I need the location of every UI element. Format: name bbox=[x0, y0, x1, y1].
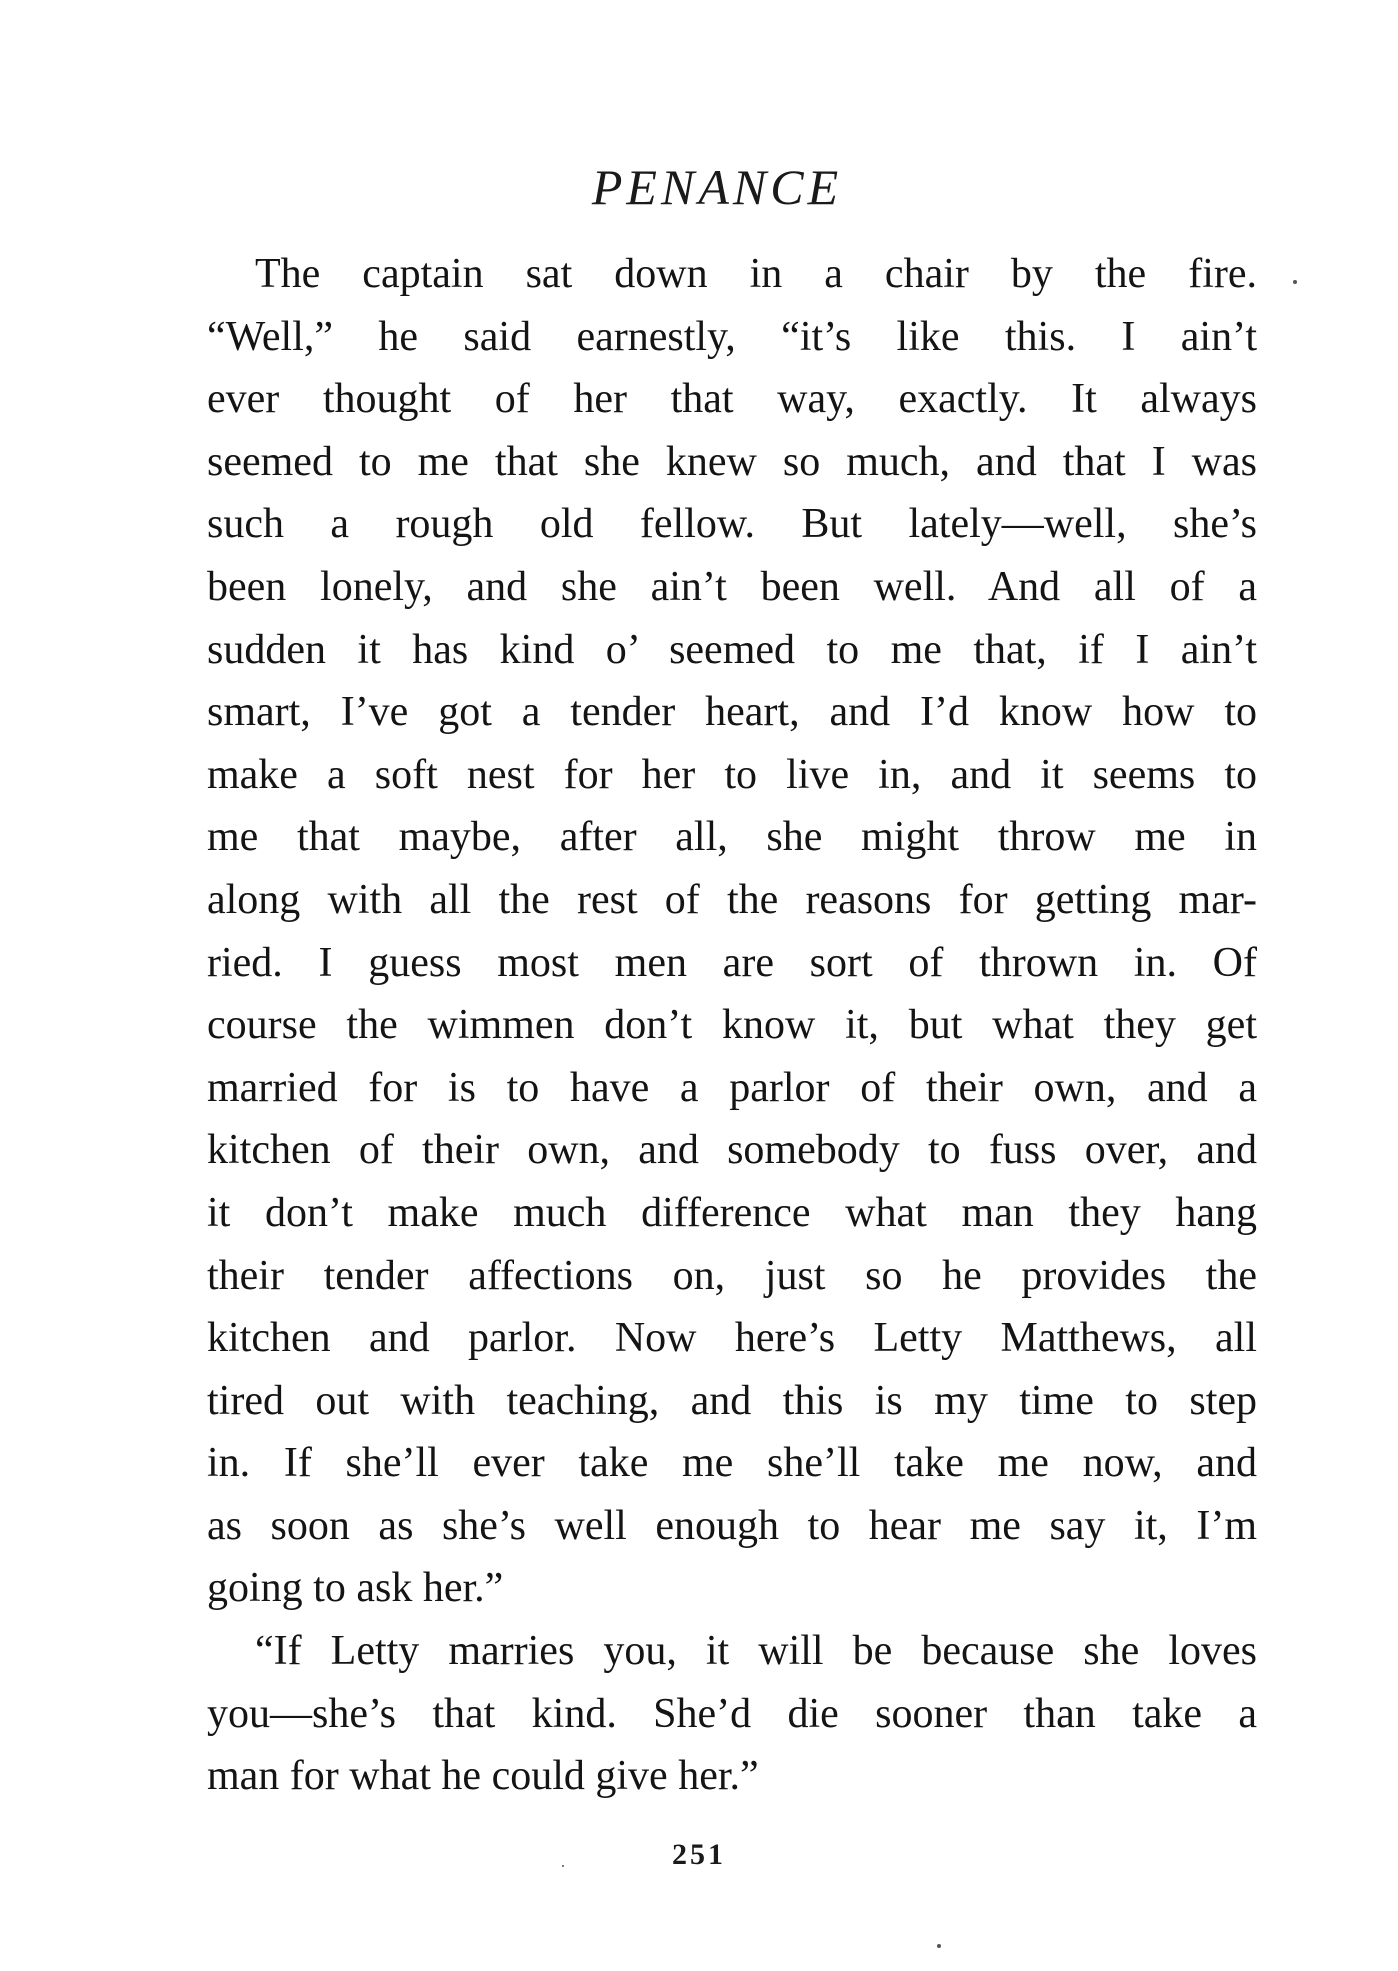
page-number: 251 bbox=[672, 1838, 726, 1871]
text-line: “If Letty marries you, it will be because she loves bbox=[255, 1628, 1257, 1675]
text-line: sudden it has kind o’ seemed to me that, if I ain’t bbox=[207, 626, 1257, 673]
text-line: their tender affections on, just so he provides the bbox=[207, 1252, 1257, 1299]
text-line: “Well,” he said earnestly, “it’s like this. I ain’t bbox=[207, 313, 1257, 360]
text-line: ever thought of her that way, exactly. It always bbox=[207, 376, 1257, 423]
text-line: such a rough old fellow. But lately—well, she’s bbox=[207, 501, 1257, 548]
text-line: The captain sat down in a chair by the fire. bbox=[255, 251, 1257, 297]
scan-speck bbox=[562, 1865, 564, 1867]
text-line: going to ask her.” bbox=[207, 1565, 504, 1612]
text-line: kitchen of their own, and somebody to fuss over, and bbox=[207, 1127, 1257, 1174]
scan-speck bbox=[937, 1944, 941, 1948]
text-line: ried. I guess most men are sort of thrown in. Of bbox=[207, 939, 1257, 986]
text-line: along with all the rest of the reasons for getting mar- bbox=[207, 876, 1257, 923]
text-line: man for what he could give her.” bbox=[207, 1753, 759, 1800]
text-line: it don’t make much difference what man they hang bbox=[207, 1189, 1257, 1236]
scan-speck bbox=[1293, 280, 1297, 284]
text-line: kitchen and parlor. Now here’s Letty Matthews, all bbox=[207, 1315, 1257, 1362]
running-head: PENANCE bbox=[591, 159, 843, 215]
text-line: in. If she’ll ever take me she’ll take me now, and bbox=[207, 1440, 1257, 1487]
text-line: course the wimmen don’t know it, but what they get bbox=[207, 1002, 1257, 1049]
text-line: make a soft nest for her to live in, and it seems to bbox=[207, 751, 1257, 798]
text-line: tired out with teaching, and this is my time to step bbox=[207, 1377, 1257, 1424]
text-line: seemed to me that she knew so much, and that I was bbox=[207, 438, 1257, 485]
text-line: as soon as she’s well enough to hear me say it, I’m bbox=[207, 1502, 1257, 1549]
text-line: smart, I’ve got a tender heart, and I’d know how to bbox=[207, 689, 1257, 736]
body-text bbox=[207, 243, 1257, 1808]
text-line: me that maybe, after all, she might throw me in bbox=[207, 814, 1257, 861]
text-line: married for is to have a parlor of their own, and a bbox=[207, 1064, 1257, 1111]
text-line: you—she’s that kind. She’d die sooner than take a bbox=[207, 1690, 1257, 1737]
text-line: been lonely, and she ain’t been well. And all of a bbox=[207, 563, 1257, 610]
